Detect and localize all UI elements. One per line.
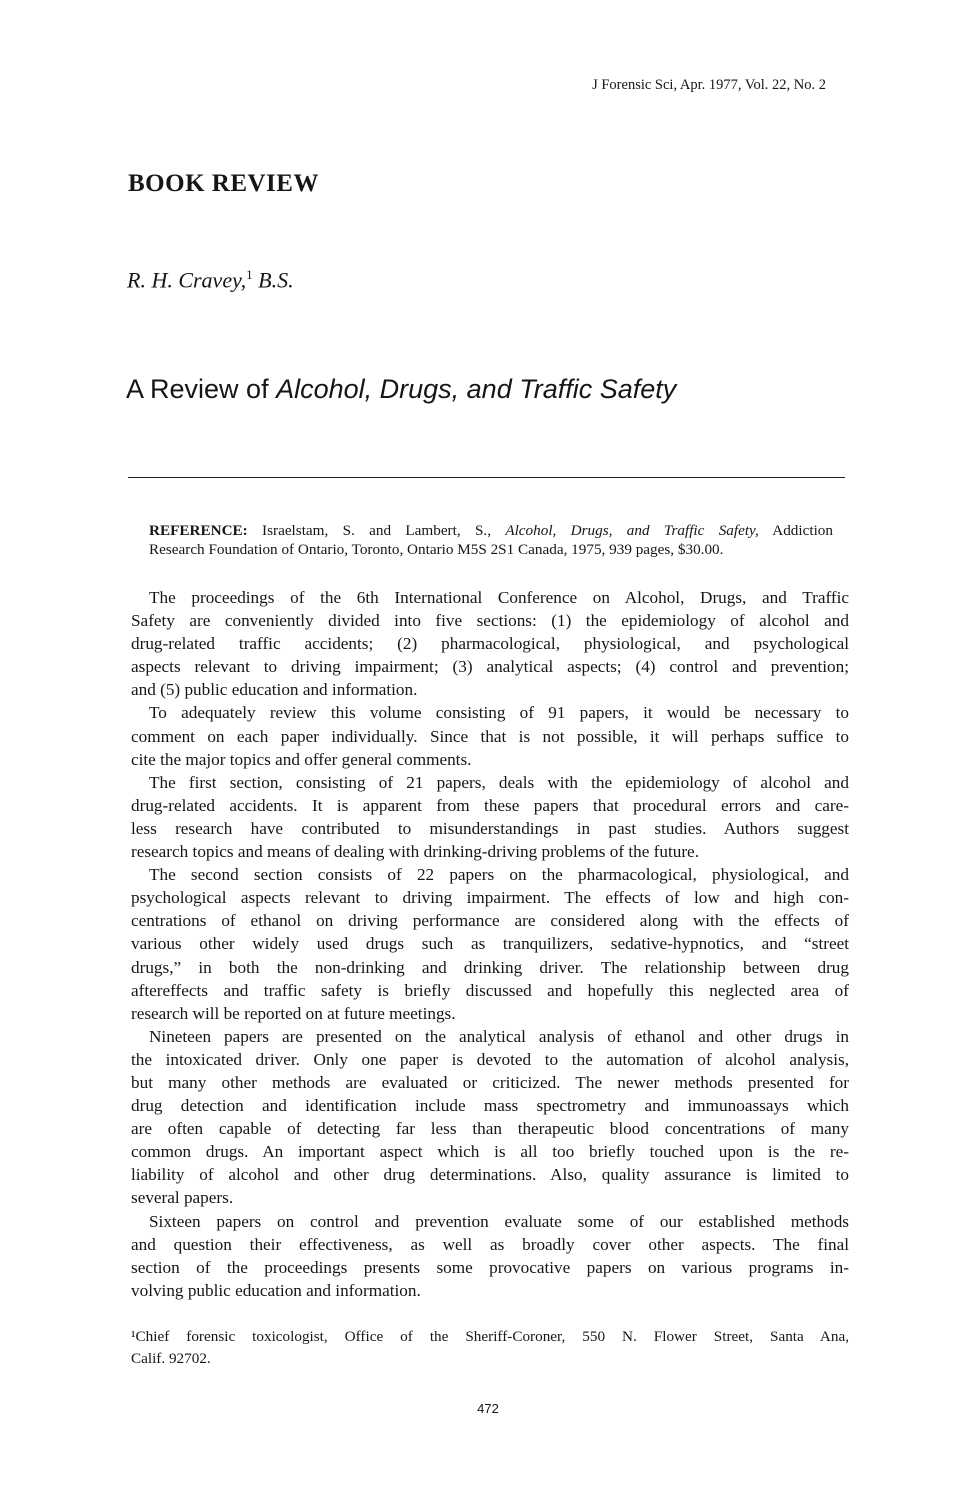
- paragraph: [131, 586, 849, 701]
- text-line: The second section consists of 22 papers on the pharmacological, physiological, and: [149, 865, 849, 885]
- text-line: drug detection and identification include mass spectrometry and immunoassays which: [131, 1096, 849, 1116]
- reference-line: Research Foundation of Ontario, Toronto, Ontario M5S 2S1 Canada, 1975, 939 pages, $30.00.: [149, 540, 724, 558]
- reference-book: Alcohol, Drugs, and Traffic Safety,: [505, 522, 759, 539]
- author-degree: B.S.: [258, 267, 294, 293]
- reference-publisher: Addiction: [758, 522, 833, 539]
- paragraph: [131, 1210, 849, 1302]
- text-line: drug-related accidents. It is apparent from these papers that procedural errors and care-: [131, 795, 849, 815]
- text-line: and (5) public education and information.: [131, 680, 418, 700]
- text-line: To adequately review this volume consisting of 91 papers, it would be necessary to: [149, 703, 849, 723]
- text-line: The first section, consisting of 21 papers, deals with the epidemiology of alcohol and: [149, 772, 849, 792]
- author-name: R. H. Cravey,: [127, 267, 247, 293]
- paragraph: [131, 701, 849, 770]
- text-line: aftereffects and traffic safety is briefly discussed and hopefully this neglected area of: [131, 980, 849, 1000]
- text-line: cite the major topics and offer general comments.: [131, 749, 472, 769]
- text-line: common drugs. An important aspect which is all too briefly touched upon is the re-: [131, 1142, 849, 1162]
- page-number: 472: [477, 1401, 499, 1416]
- text-line: comment on each paper individually. Since that is not possible, it will perhaps suffice to: [131, 726, 849, 746]
- reference-label: REFERENCE:: [149, 522, 248, 539]
- text-line: are often capable of detecting far less than therapeutic blood concentrations of many: [131, 1119, 849, 1139]
- article-title: [126, 374, 676, 405]
- title-prefix: A Review of: [126, 374, 277, 404]
- text-line: drugs,” in both the non-drinking and drinking driver. The relationship between drug: [131, 957, 849, 977]
- paragraph: [131, 771, 849, 863]
- footnote-line: ¹Chief forensic toxicologist, Office of the Sheriff-Coroner, 550 N. Flower Street, Santa Ana,: [131, 1328, 849, 1345]
- footnote-line: Calif. 92702.: [131, 1350, 211, 1367]
- text-line: Sixteen papers on control and prevention evaluate some of our established methods: [149, 1211, 849, 1231]
- text-line: and question their effectiveness, as well as broadly cover other aspects. The final: [131, 1234, 849, 1254]
- reference-block: [149, 522, 833, 559]
- text-line: section of the proceedings presents some provocative papers on various programs in-: [131, 1257, 849, 1277]
- reference-line: [149, 522, 833, 541]
- text-line: several papers.: [131, 1188, 234, 1208]
- text-line: The proceedings of the 6th International Conference on Alcohol, Drugs, and Traffic: [149, 588, 849, 607]
- author-line: [127, 267, 294, 293]
- text-line: research topics and means of dealing with drinking-driving problems of the future.: [131, 842, 699, 862]
- text-line: research will be reported on at future meetings.: [131, 1003, 456, 1023]
- text-line: drug-related traffic accidents; (2) pharmacological, physiological, and psychological: [131, 634, 849, 654]
- text-line: Nineteen papers are presented on the analytical analysis of ethanol and other drugs in: [149, 1026, 849, 1046]
- horizontal-rule: [128, 477, 845, 478]
- text-line: centrations of ethanol on driving performance are considered along with the effects of: [131, 911, 849, 931]
- section-heading: BOOK REVIEW: [128, 170, 319, 197]
- footnote-mark: 1: [246, 267, 253, 282]
- text-line: psychological aspects relevant to driving impairment. The effects of low and high con-: [131, 888, 849, 908]
- text-line: Safety are conveniently divided into five sections: (1) the epidemiology of alcohol and: [131, 611, 849, 631]
- text-line: the intoxicated driver. Only one paper is devoted to the automation of alcohol analysis,: [131, 1049, 849, 1069]
- footnote: [131, 1326, 849, 1370]
- paragraph: [131, 1025, 849, 1210]
- text-line: less research have contributed to misunderstandings in past studies. Authors suggest: [131, 818, 849, 838]
- reference-authors: Israelstam, S. and Lambert, S.,: [247, 522, 506, 539]
- text-line: aspects relevant to driving impairment; (3) analytical aspects; (4) control and prevention;: [131, 657, 849, 677]
- text-line: but many other methods are evaluated or criticized. The newer methods presented for: [131, 1072, 849, 1092]
- body-text: [131, 586, 849, 1302]
- text-line: liability of alcohol and other drug determinations. Also, quality assurance is limited to: [131, 1165, 849, 1185]
- paragraph: [131, 863, 849, 1025]
- title-book: Alcohol, Drugs, and Traffic Safety: [276, 374, 677, 404]
- text-line: volving public education and information.: [131, 1280, 421, 1300]
- running-header: J Forensic Sci, Apr. 1977, Vol. 22, No. 2: [592, 77, 826, 93]
- text-line: various other widely used drugs such as tranquilizers, sedative-hypnotics, and “street: [131, 934, 849, 954]
